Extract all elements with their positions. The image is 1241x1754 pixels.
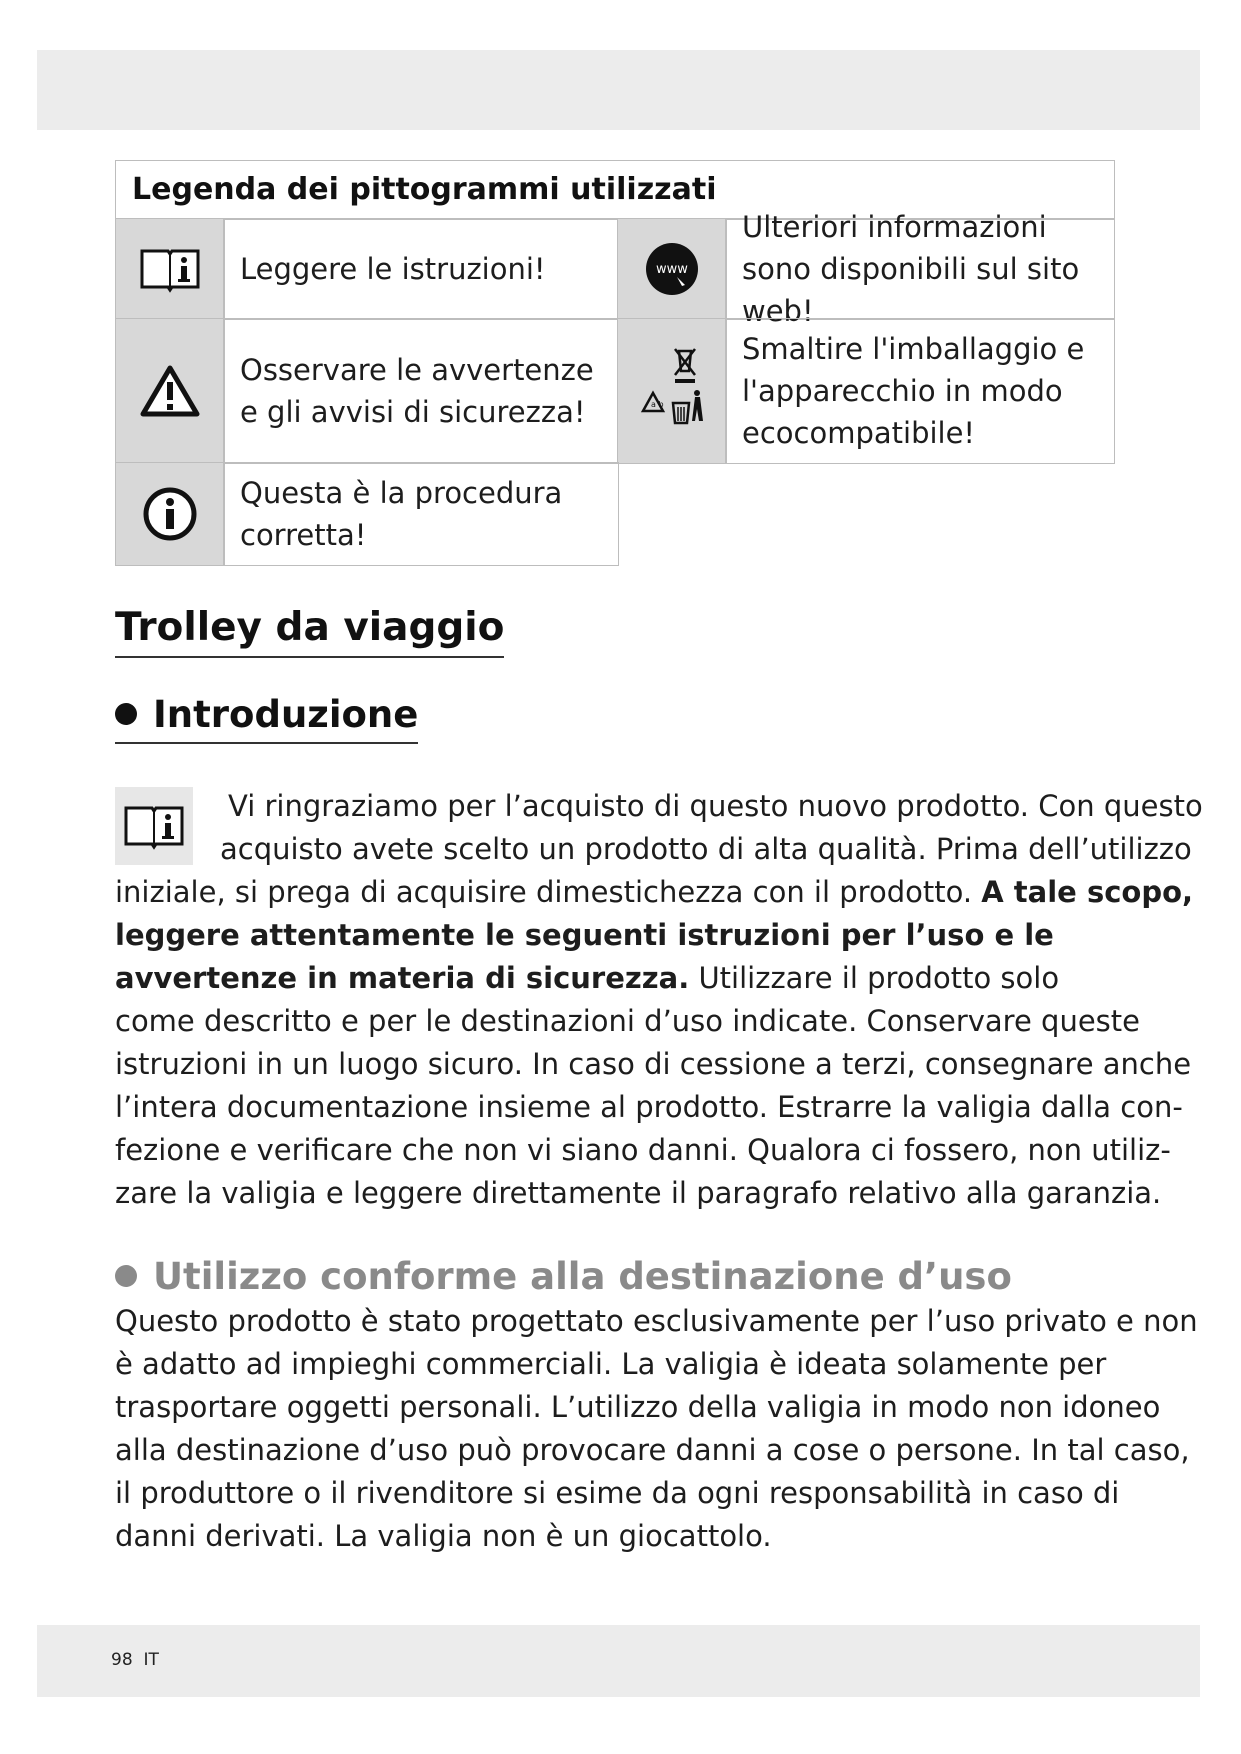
page-title: Trolley da viaggio (115, 600, 504, 658)
bullet-icon (115, 703, 137, 725)
bullet-icon (115, 1265, 137, 1287)
legend-icon-cell (617, 318, 727, 464)
legend-icon-cell (115, 218, 225, 320)
intro-line: zare la valigia e leggere direttamente il paragrafo relativo alla garanzia. (115, 1176, 1162, 1210)
warning-icon (140, 364, 200, 418)
section-heading-introduction (115, 688, 418, 744)
book-info-icon (138, 245, 202, 293)
usage-line: danni derivati. La valigia non è un giocattolo. (115, 1519, 772, 1553)
legend-icon-cell (115, 318, 225, 464)
intro-line: iniziale, si prega di acquisire dimestichezza con il prodotto. A tale scopo, (115, 875, 1194, 909)
page-number: 98 IT (111, 1650, 159, 1670)
svg-text:a b: a b (651, 400, 664, 409)
intro-line: Vi ringraziamo per l’acquisto di questo nuovo prodotto. Con questo (228, 789, 1203, 823)
intro-line: l’intera documentazione insieme al prodotto. Estrarre la valigia dalla con- (115, 1090, 1183, 1124)
intro-line: istruzioni in un luogo sicuro. In caso di cessione a terzi, consegnare anche (115, 1047, 1192, 1081)
intro-emphasis: A tale scopo, (981, 875, 1194, 909)
recycling-icon (637, 341, 707, 441)
header-band (37, 50, 1200, 130)
legend-text: Questa è la procedura corretta! (223, 462, 619, 566)
read-instructions-icon-box (115, 787, 193, 865)
intro-emphasis: leggere attentamente le seguenti istruzioni per l’uso e le (115, 918, 1054, 952)
section-heading-text: Utilizzo conforme alla destinazione d’uso (153, 1255, 1012, 1298)
book-info-icon (122, 802, 186, 850)
legend-text: Leggere le istruzioni! (223, 218, 619, 320)
info-icon (142, 486, 198, 542)
pictogram-legend-table (115, 160, 1117, 568)
www-icon (644, 241, 700, 297)
legend-text: Ulteriori informazioni sono disponibili sul sito web! (725, 218, 1115, 320)
legend-title: Legenda dei pittogrammi utilizzati (115, 160, 1115, 220)
footer-band (37, 1625, 1200, 1697)
intro-emphasis: avvertenze in materia di sicurezza. (115, 961, 690, 995)
legend-text: Osservare le avvertenze e gli avvisi di sicurezza! (223, 318, 619, 464)
usage-line: Questo prodotto è stato progettato esclusivamente per l’uso privato e non (115, 1304, 1198, 1338)
intro-line: acquisto avete scelto un prodotto di alta qualità. Prima dell’utilizzo (220, 832, 1192, 866)
intro-line: avvertenze in materia di sicurezza. Utilizzare il prodotto solo (115, 961, 1060, 995)
section-heading-text: Introduzione (153, 693, 419, 736)
usage-line: il produttore o il rivenditore si esime da ogni responsabilità in caso di (115, 1476, 1120, 1510)
svg-text:www: www (656, 262, 688, 277)
legend-icon-cell (617, 218, 727, 320)
usage-line: è adatto ad impieghi commerciali. La valigia è ideata solamente per (115, 1347, 1107, 1381)
usage-line: trasportare oggetti personali. L’utilizzo della valigia in modo non idoneo (115, 1390, 1161, 1424)
section-heading-intended-use (115, 1250, 1012, 1304)
intro-line: fezione e verificare che non vi siano danni. Qualora ci fossero, non utiliz- (115, 1133, 1171, 1167)
legend-text: Smaltire l'imballaggio e l'apparecchio in modo ecocompatibile! (725, 318, 1115, 464)
legend-icon-cell (115, 462, 225, 566)
intro-line: come descritto e per le destinazioni d’uso indicate. Conservare queste (115, 1004, 1140, 1038)
usage-line: alla destinazione d’uso può provocare danni a cose o persone. In tal caso, (115, 1433, 1190, 1467)
